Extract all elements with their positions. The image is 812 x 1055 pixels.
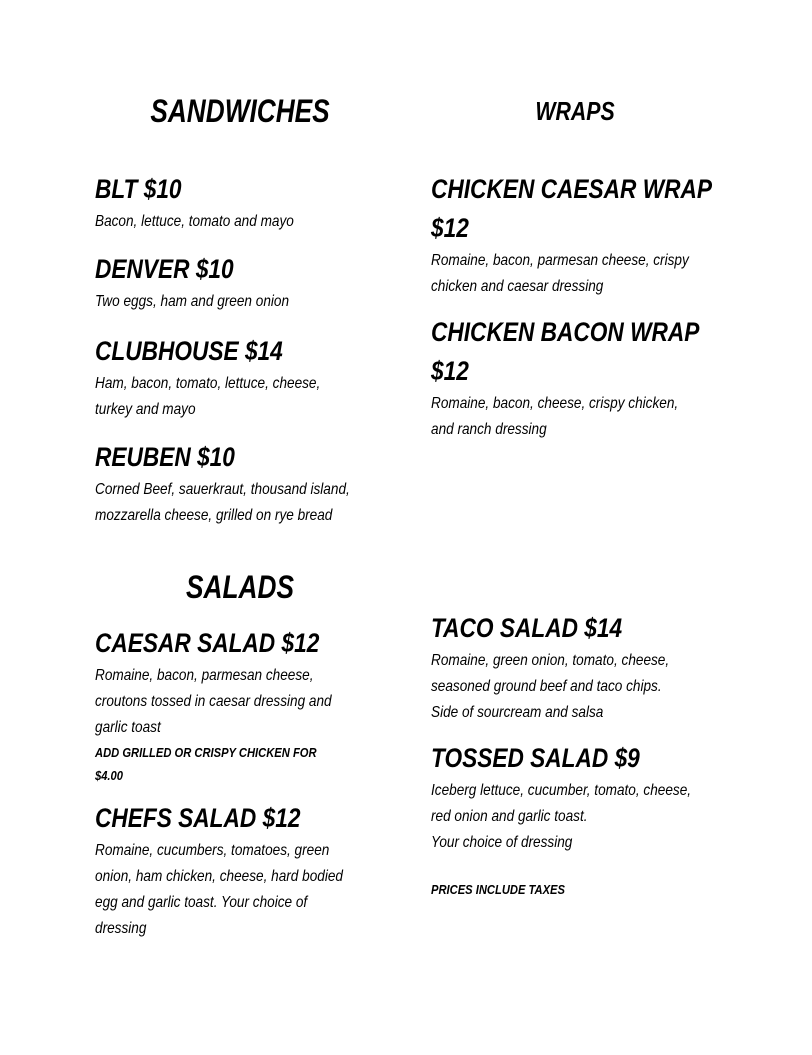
sandwiches-list: [95, 170, 455, 529]
item-title: TACO SALAD $14: [431, 613, 623, 643]
salads-heading: SALADS: [186, 569, 294, 605]
item-description: Romaine, bacon, parmesan cheese, crispy chicken and caesar dressing: [431, 252, 689, 295]
menu-item-blt: [95, 170, 455, 235]
wraps-heading: WRAPS: [535, 96, 615, 126]
item-description: Iceberg lettuce, cucumber, tomato, cheese, red onion and garlic toast. Your choice of dressing: [431, 782, 692, 851]
item-title: REUBEN $10: [95, 442, 235, 472]
wraps-list: [431, 170, 791, 443]
item-title: CHICKEN BACON WRAP $12: [431, 317, 700, 386]
prices-include-taxes-note: PRICES INCLUDE TAXES: [431, 882, 565, 897]
item-title: CHICKEN CAESAR WRAP $12: [431, 174, 712, 243]
item-description: Romaine, bacon, parmesan cheese, croutons tossed in caesar dressing and garlic toast: [95, 667, 332, 736]
salads-list-left: [95, 624, 455, 942]
menu-item-tossed-salad: [431, 739, 791, 856]
item-description: Bacon, lettuce, tomato and mayo: [95, 213, 294, 230]
salads-list-right: [431, 609, 791, 901]
item-description: Romaine, green onion, tomato, cheese, seasoned ground beef and taco chips. Side of sourcream and salsa: [431, 652, 670, 721]
item-description: Ham, bacon, tomato, lettuce, cheese, turkey and mayo: [95, 375, 321, 418]
menu-item-taco-salad: [431, 609, 791, 726]
item-description: Corned Beef, sauerkraut, thousand island, mozzarella cheese, grilled on rye bread: [95, 481, 350, 524]
menu-item-chefs-salad: [95, 799, 455, 942]
item-title: CLUBHOUSE $14: [95, 336, 283, 366]
menu-item-denver: [95, 250, 455, 315]
item-title: CHEFS SALAD $12: [95, 803, 301, 833]
item-description: Romaine, cucumbers, tomatoes, green onion, ham chicken, cheese, hard bodied egg and garlic toast. Your choice of dressing: [95, 842, 343, 937]
item-title: CAESAR SALAD $12: [95, 628, 320, 658]
sandwiches-heading: SANDWICHES: [150, 93, 330, 129]
item-description: Romaine, bacon, cheese, crispy chicken, and ranch dressing: [431, 395, 679, 438]
item-title: BLT $10: [95, 174, 182, 204]
menu-item-reuben: [95, 438, 455, 529]
menu-item-chicken-bacon-wrap: [431, 313, 791, 443]
item-title: TOSSED SALAD $9: [431, 743, 640, 773]
item-title: DENVER $10: [95, 254, 234, 284]
add-chicken-note: ADD GRILLED OR CRISPY CHICKEN FOR $4.00: [95, 745, 317, 783]
menu-item-caesar-salad: [95, 624, 455, 787]
menu-item-clubhouse: [95, 332, 455, 423]
item-description: Two eggs, ham and green onion: [95, 293, 290, 310]
menu-item-chicken-caesar-wrap: [431, 170, 791, 300]
